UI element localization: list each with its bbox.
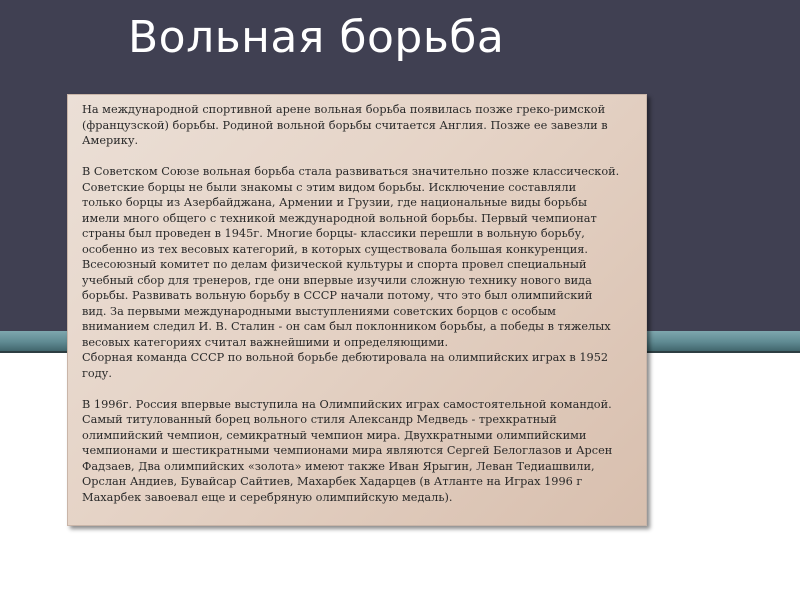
paragraph-origin: На международной спортивной арене вольная борьба появилась позже греко-римской (французской) борьбы. Родиной вольной борьбы считается Англия. Позже ее завезли в Америку.: [82, 103, 608, 147]
paragraph-russia-1996: В 1996г. Россия впервые выступила на Олимпийских играх самостоятельной командой.: [82, 397, 612, 411]
text-content-box: [67, 94, 647, 526]
paragraph-spacer: [82, 381, 636, 397]
paragraph-ussr-debut: Сборная команда СССР по вольной борьбе дебютировала на олимпийских играх в 1952 году.: [82, 351, 609, 380]
slide-title: Вольная борьба: [128, 12, 505, 63]
paragraph-spacer: [82, 149, 636, 165]
paragraph-champions: Самый титулованный борец вольного стиля Александр Медведь - трехкратный олимпийский чемпион, семикратный чемпион мира. Двухкратными олимпийскими чемпионами и шестикратными чемпионами мира являются Сергей Белоглазов и Арсен Фадзаев, Два олимпийских «золота» имеют также Иван Ярыгин, Леван Тедиашвили, Орслан Андиев, Бувайсар Сайтиев, Махарбек Хадарцев (в Атланте на Играх 1996 г Махарбек завоевал еще и серебряную олимпийскую медаль).: [82, 413, 613, 504]
paragraph-ussr-history: В Советском Союзе вольная борьба стала развиваться значительно позже классической. Советские борцы не были знакомы с этим видом борьбы. Исключение составляли только борцы из Азербайджана, Армении и Грузии, где национальные виды борьбы имели много общего с техникой международной вольной борьбы. Первый чемпионат страны был проведен в 1945г. Многие борцы- классики перешли в вольную борьбу, особенно из тех весовых категорий, в которых существовала большая конкуренция. Всесоюзный комитет по делам физической культуры и спорта провел специальный учебный сбор для тренеров, где они впервые изучили сложную технику нового вида борьбы. Развивать вольную борьбу в СССР начали потому, что это был олимпийский вид. За первыми международными выступлениями советских борцов с особым вниманием следил И. В. Сталин - он сам был поклонником борьбы, а победы в тяжелых весовых категориях считал важнейшими и определяющими.: [82, 165, 620, 349]
